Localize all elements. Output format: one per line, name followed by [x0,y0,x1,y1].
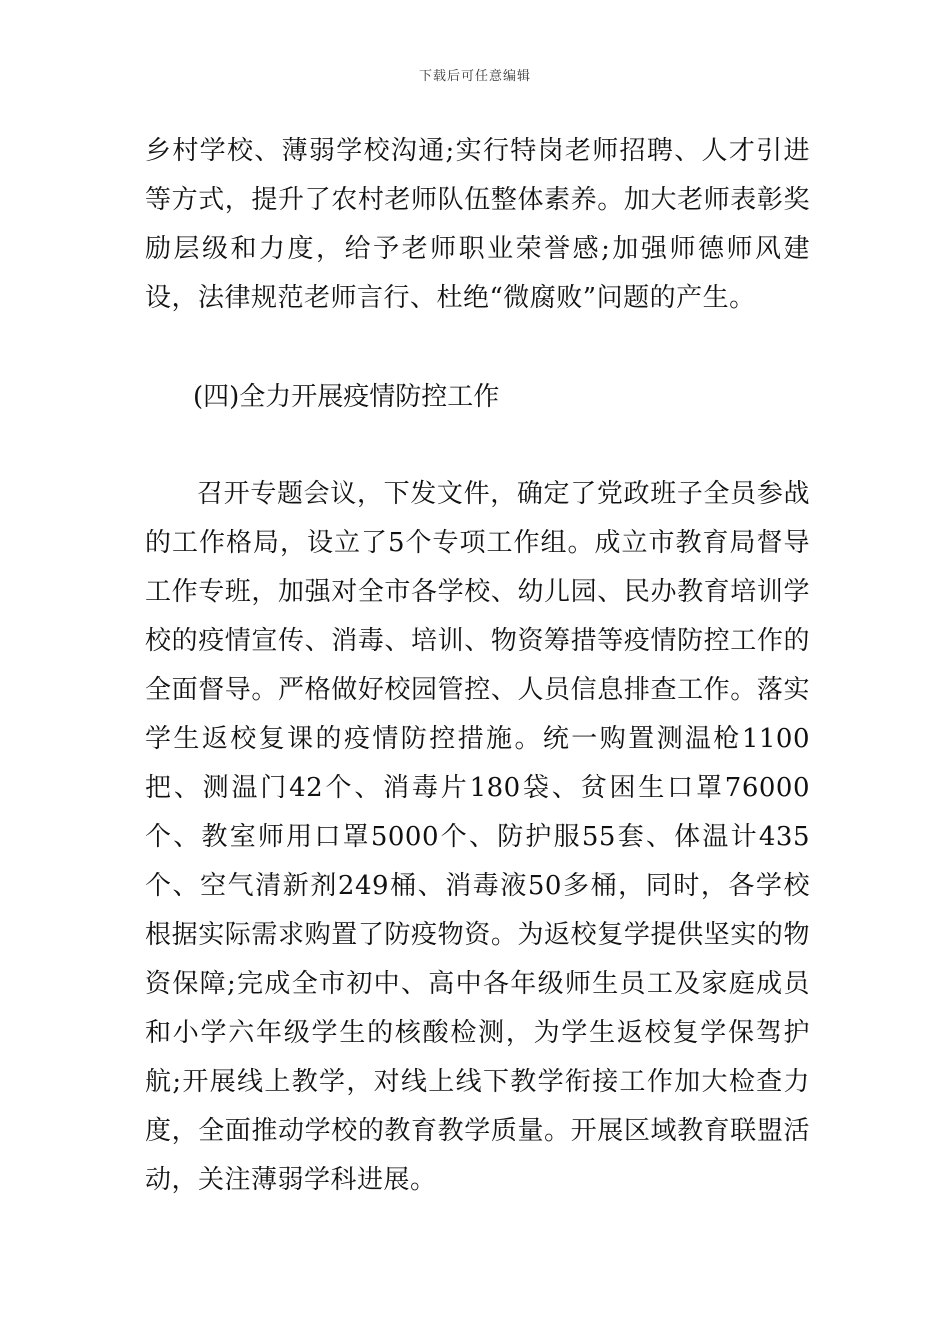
section-heading: (四)全力开展疫情防控工作 [193,382,500,412]
paragraph-2: 召开专题会议，下发文件，确定了党政班子全员参战的工作格局，设立了5个专项工作组。成立市教育局督导工作专班，加强对全市各学校、幼儿园、民办教育培训学校的疫情宣传、消毒、培训、物资筹措等疫情防控工作的全面督导。严格做好校园管控、人员信息排查工作。落实学生返校复课的疫情防控措施。统一购置测温枪1100把、测温门42个、消毒片180袋、贫困生口罩76000个、教室师用口罩5000个、防护服55套、体温计435个、空气清新剂249桶、消毒液50多桶，同时，各学校根据实际需求购置了防疫物资。为返校复学提供坚实的物资保障;完成全市初中、高中各年级师生员工及家庭成员和小学六年级学生的核酸检测，为学生返校复学保驾护航;开展线上教学，对线上线下教学衔接工作加大检查力度，全面推动学校的教育教学质量。开展区域教育联盟活动，关注薄弱学科进展。 [145,479,810,1195]
header-note: 下载后可任意编辑 [418,69,531,84]
paragraph-1: 乡村学校、薄弱学校沟通;实行特岗老师招聘、人才引进等方式，提升了农村老师队伍整体素养。加大老师表彰奖励层级和力度，给予老师职业荣誉感;加强师德师风建设，法律规范老师言行、杜绝“微腐败”问题的产生。 [145,136,810,313]
